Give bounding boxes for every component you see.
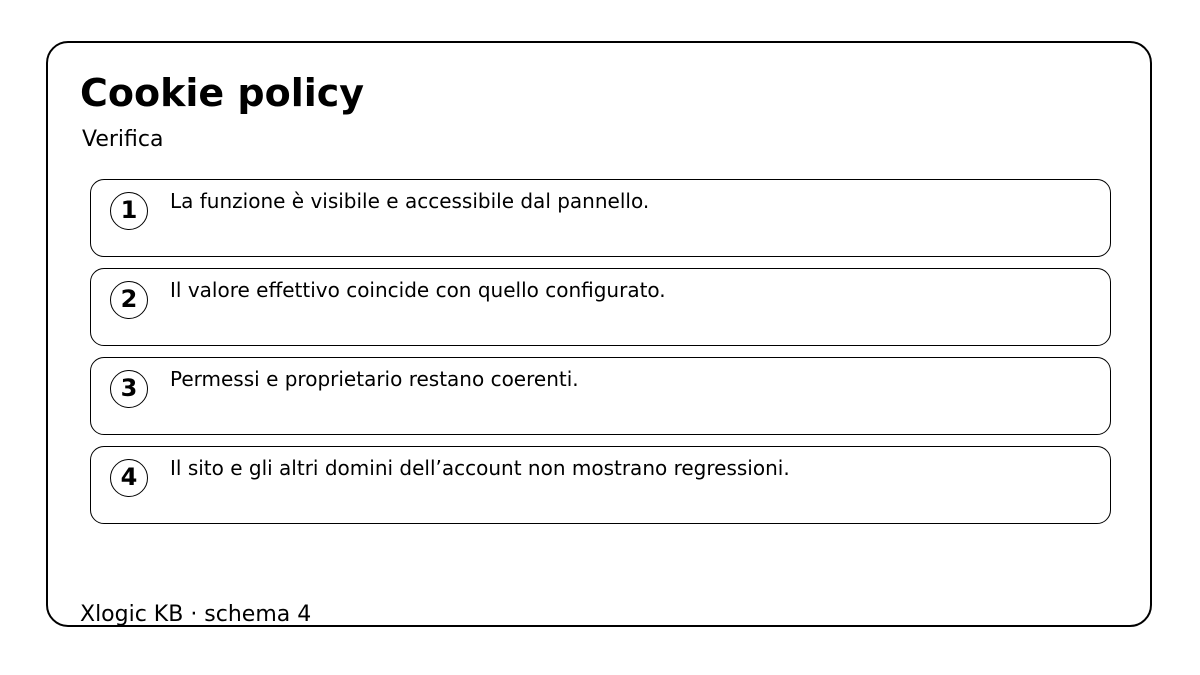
step-number-badge: 1: [110, 192, 148, 230]
page-subtitle: Verifica: [82, 127, 164, 152]
step-number-badge: 2: [110, 281, 148, 319]
footer-caption: Xlogic KB · schema 4: [80, 602, 312, 627]
step-text: Permessi e proprietario restano coerenti.: [170, 367, 579, 391]
step-text: Il valore effettivo coincide con quello configurato.: [170, 278, 666, 302]
step-box: [90, 179, 1111, 257]
step-number-badge: 3: [110, 370, 148, 408]
step-box: [90, 446, 1111, 524]
step-box: [90, 268, 1111, 346]
step-text: Il sito e gli altri domini dell’account non mostrano regressioni.: [170, 456, 790, 480]
step-number-badge: 4: [110, 459, 148, 497]
step-text: La funzione è visibile e accessibile dal pannello.: [170, 189, 650, 213]
checklist: [90, 179, 1111, 535]
page-title: Cookie policy: [80, 71, 365, 115]
step-box: [90, 357, 1111, 435]
